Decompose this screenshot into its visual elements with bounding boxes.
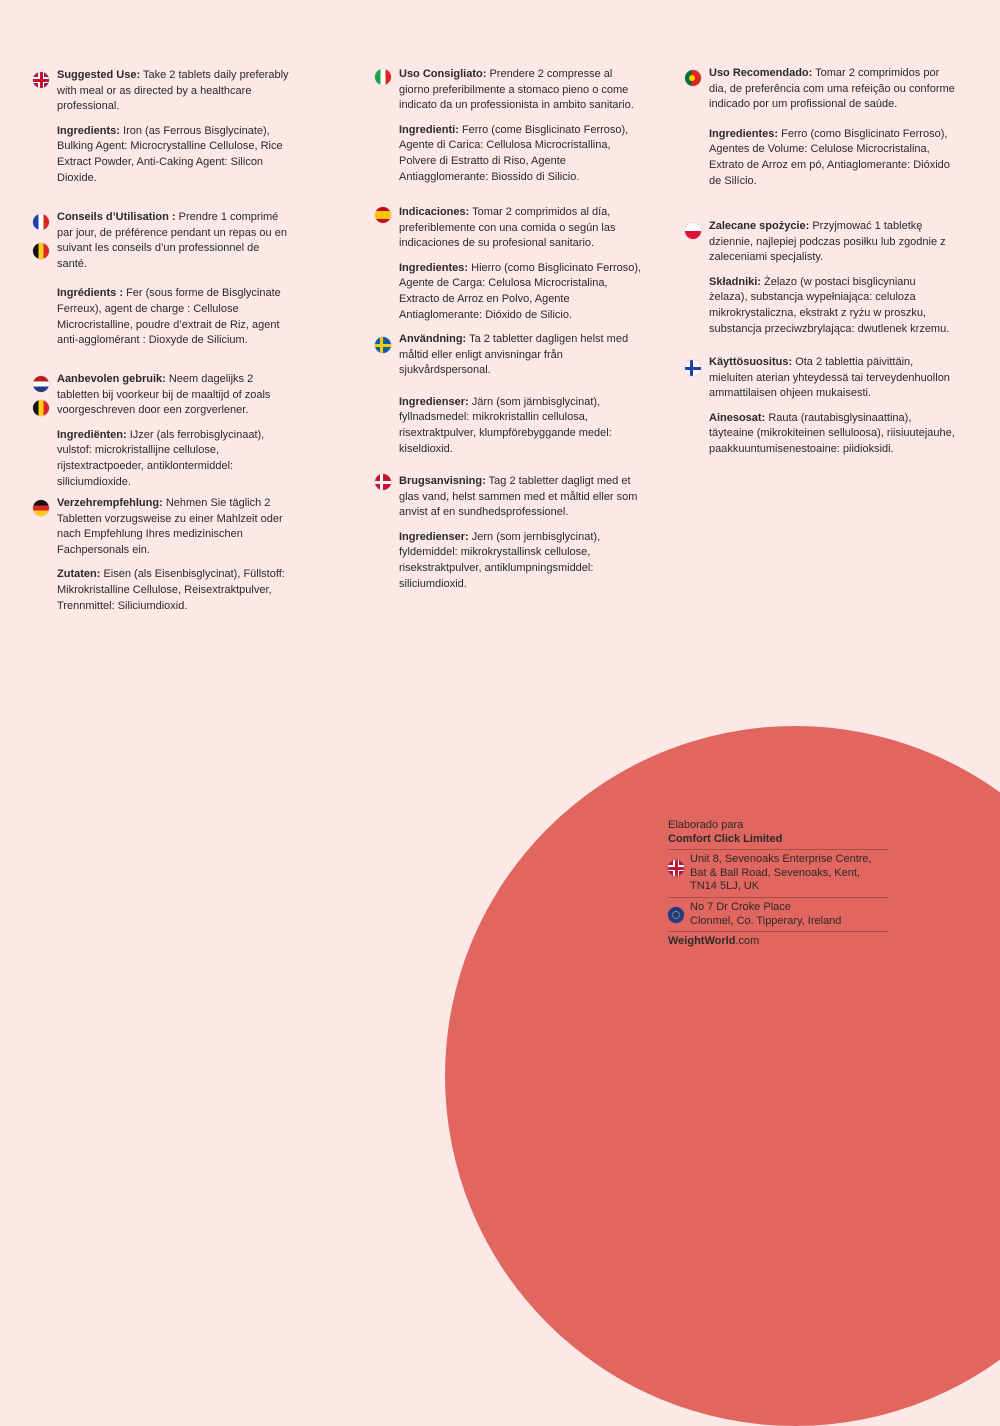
ingredients-text: Zutaten: Eisen (als Eisenbisglycinat), Füllstoff: Mikrokristalline Cellulose, Reisextraktpulver, Trennmittel: Siliciumdioxid. — [57, 568, 285, 612]
de-flag-icon — [33, 500, 49, 516]
usage-text: Käyttösuositus: Ota 2 tablettia päivittäin, mieluiten aterian yhteydessä tai terveydenhuollon ammattilaisen ohjeen mukaisesti. — [709, 356, 950, 400]
eu-flag-icon — [668, 907, 684, 923]
ingredients-text: Ainesosat: Rauta (rautabisglysinaattina), täyteaine (mikrokiteinen selluloosa), riisiuutejauhe, paakkuuntumisenestoaine: piidioksidi. — [709, 411, 955, 455]
uk-address-line-2: Bat & Ball Road, Sevenoaks, Kent, — [690, 866, 860, 879]
usage-text: Brugsanvisning: Tag 2 tabletter dagligt med et glas vand, helst sammen med et måltid eller som anvist af en sundhedsprofessionel. — [399, 475, 638, 519]
website-link[interactable]: WeightWorld.com — [668, 935, 760, 948]
usage-text: Användning: Ta 2 tabletter dagligen helst med måltid eller enligt anvisningar från sjukvårdspersonal. — [399, 333, 629, 377]
nl-flag-icon — [33, 376, 49, 392]
divider — [668, 849, 888, 850]
fi-flag-icon — [685, 360, 701, 376]
uk-address-line-1: Unit 8, Sevenoaks Enterprise Centre, — [690, 853, 872, 866]
ingredients-text: Ingrédients : Fer (sous forme de Bisglycinate Ferreux), agent de charge : Cellulose Microcristalline, poudre d’extrait de Riz, agent anti-agglomérant : Dioxyde de Silicium. — [57, 287, 281, 347]
ingredients-text: Ingredientes: Hierro (como Bisglicinato Ferroso), Agente de Carga: Celulosa Microcristalina, Extracto de Arroz en Polvo, Agente Antiaglomerante: Dióxido de Silicio. — [399, 261, 642, 321]
uk-address-line-3: TN14 5LJ, UK — [690, 880, 760, 893]
eu-address-line-2: Clonmel, Co. Tipperary, Ireland — [690, 914, 842, 927]
uk-address — [668, 853, 888, 894]
usage-text: Uso Recomendado: Tomar 2 comprimidos por dia, de preferência com uma refeição ou conforme indicado por um profissional de saúde. — [709, 67, 955, 111]
ingredients-text: Ingrediënten: IJzer (als ferrobisglycinaat), vulstof: microkristallijne cellulose, rijstextractpoeder, antiklontermiddel: siliciumdioxide. — [57, 428, 265, 488]
manufacturer-address-block — [668, 819, 888, 949]
be-flag-icon — [33, 243, 49, 259]
pl-flag-icon — [685, 223, 701, 239]
usage-text: Conseils d’Utilisation : Prendre 1 comprimé par jour, de préférence pendant un repas ou en suivant les conseils d’un professionnel de santé. — [57, 211, 287, 270]
eu-address — [668, 901, 888, 928]
ingredients-text: Składniki: Żelazo (w postaci bisglicynianu żelaza), substancja wypełniająca: celuloza mikrokrystaliczna, ekstrakt z ryżu w proszku, substancja przeciwzbrylająca: dwutlenek krzemu. — [709, 275, 950, 335]
pt-flag-icon — [685, 70, 701, 86]
gb-flag-icon — [33, 72, 49, 88]
ingredients-text: Ingredients: Iron (as Ferrous Bisglycinate), Bulking Agent: Microcrystalline Cellulose, Rice Extract Powder, Anti-Caking Agent: Silicon Dioxide. — [57, 124, 283, 184]
dk-flag-icon — [375, 474, 391, 490]
company-name: Comfort Click Limited — [668, 832, 783, 845]
usage-text: Uso Consigliato: Prendere 2 compresse al giorno preferibilmente a stomaco pieno o come indicato da un professionista in ambito sanitario. — [399, 68, 634, 112]
ingredients-text: Ingredientes: Ferro (como Bisglicinato Ferroso), Agentes de Volume: Celulose Microcristalina, Extrato de Arroz em pó, Antiaglomerante: Dióxido de Silício. — [709, 127, 950, 187]
fr-flag-icon — [33, 214, 49, 230]
divider — [668, 931, 888, 932]
usage-text: Indicaciones: Tomar 2 comprimidos al día, preferiblemente con una comida o según las indicaciones de su profesional sanitario. — [399, 206, 616, 250]
es-flag-icon — [375, 207, 391, 223]
usage-text: Zalecane spożycie: Przyjmować 1 tabletkę dziennie, najlepiej podczas posiłku lub zgodnie z zaleceniami specjalisty. — [709, 220, 946, 264]
usage-text: Aanbevolen gebruik: Neem dagelijks 2 tabletten bij voorkeur bij de maaltijd of zoals voorgeschreven door een zorgverlener. — [57, 373, 271, 417]
se-flag-icon — [375, 337, 391, 353]
divider — [668, 897, 888, 898]
it-flag-icon — [375, 69, 391, 85]
made-for-label: Elaborado para — [668, 819, 744, 831]
usage-text: Verzehrempfehlung: Nehmen Sie täglich 2 Tabletten vorzugsweise zu einer Mahlzeit oder nach Empfehlung Ihres medizinischen Fachpersonals ein. — [57, 497, 283, 556]
ingredients-text: Ingredienser: Jern (som jernbisglycinat), fyldemiddel: mikrokrystallinsk cellulose, risekstraktpulver, antiklumpningsmiddel: siliciumdioxid. — [399, 530, 601, 590]
ingredients-text: Ingredienser: Järn (som järnbisglycinat), fyllnadsmedel: mikrokristallin cellulosa, risextraktpulver, klumpförebyggande medel: kiseldioxid. — [399, 395, 612, 455]
be-flag-icon — [33, 400, 49, 416]
gb-flag-icon — [668, 860, 684, 876]
usage-text: Suggested Use: Take 2 tablets daily preferably with meal or as directed by a healthcare professional. — [57, 69, 289, 113]
ingredients-text: Ingredienti: Ferro (come Bisglicinato Ferroso), Agente di Carica: Cellulosa Microcristallina, Polvere di Estratto di Riso, Agente Antiagglomerante: Biossido di Silicio. — [399, 123, 629, 183]
eu-address-line-1: No 7 Dr Croke Place — [690, 900, 791, 913]
